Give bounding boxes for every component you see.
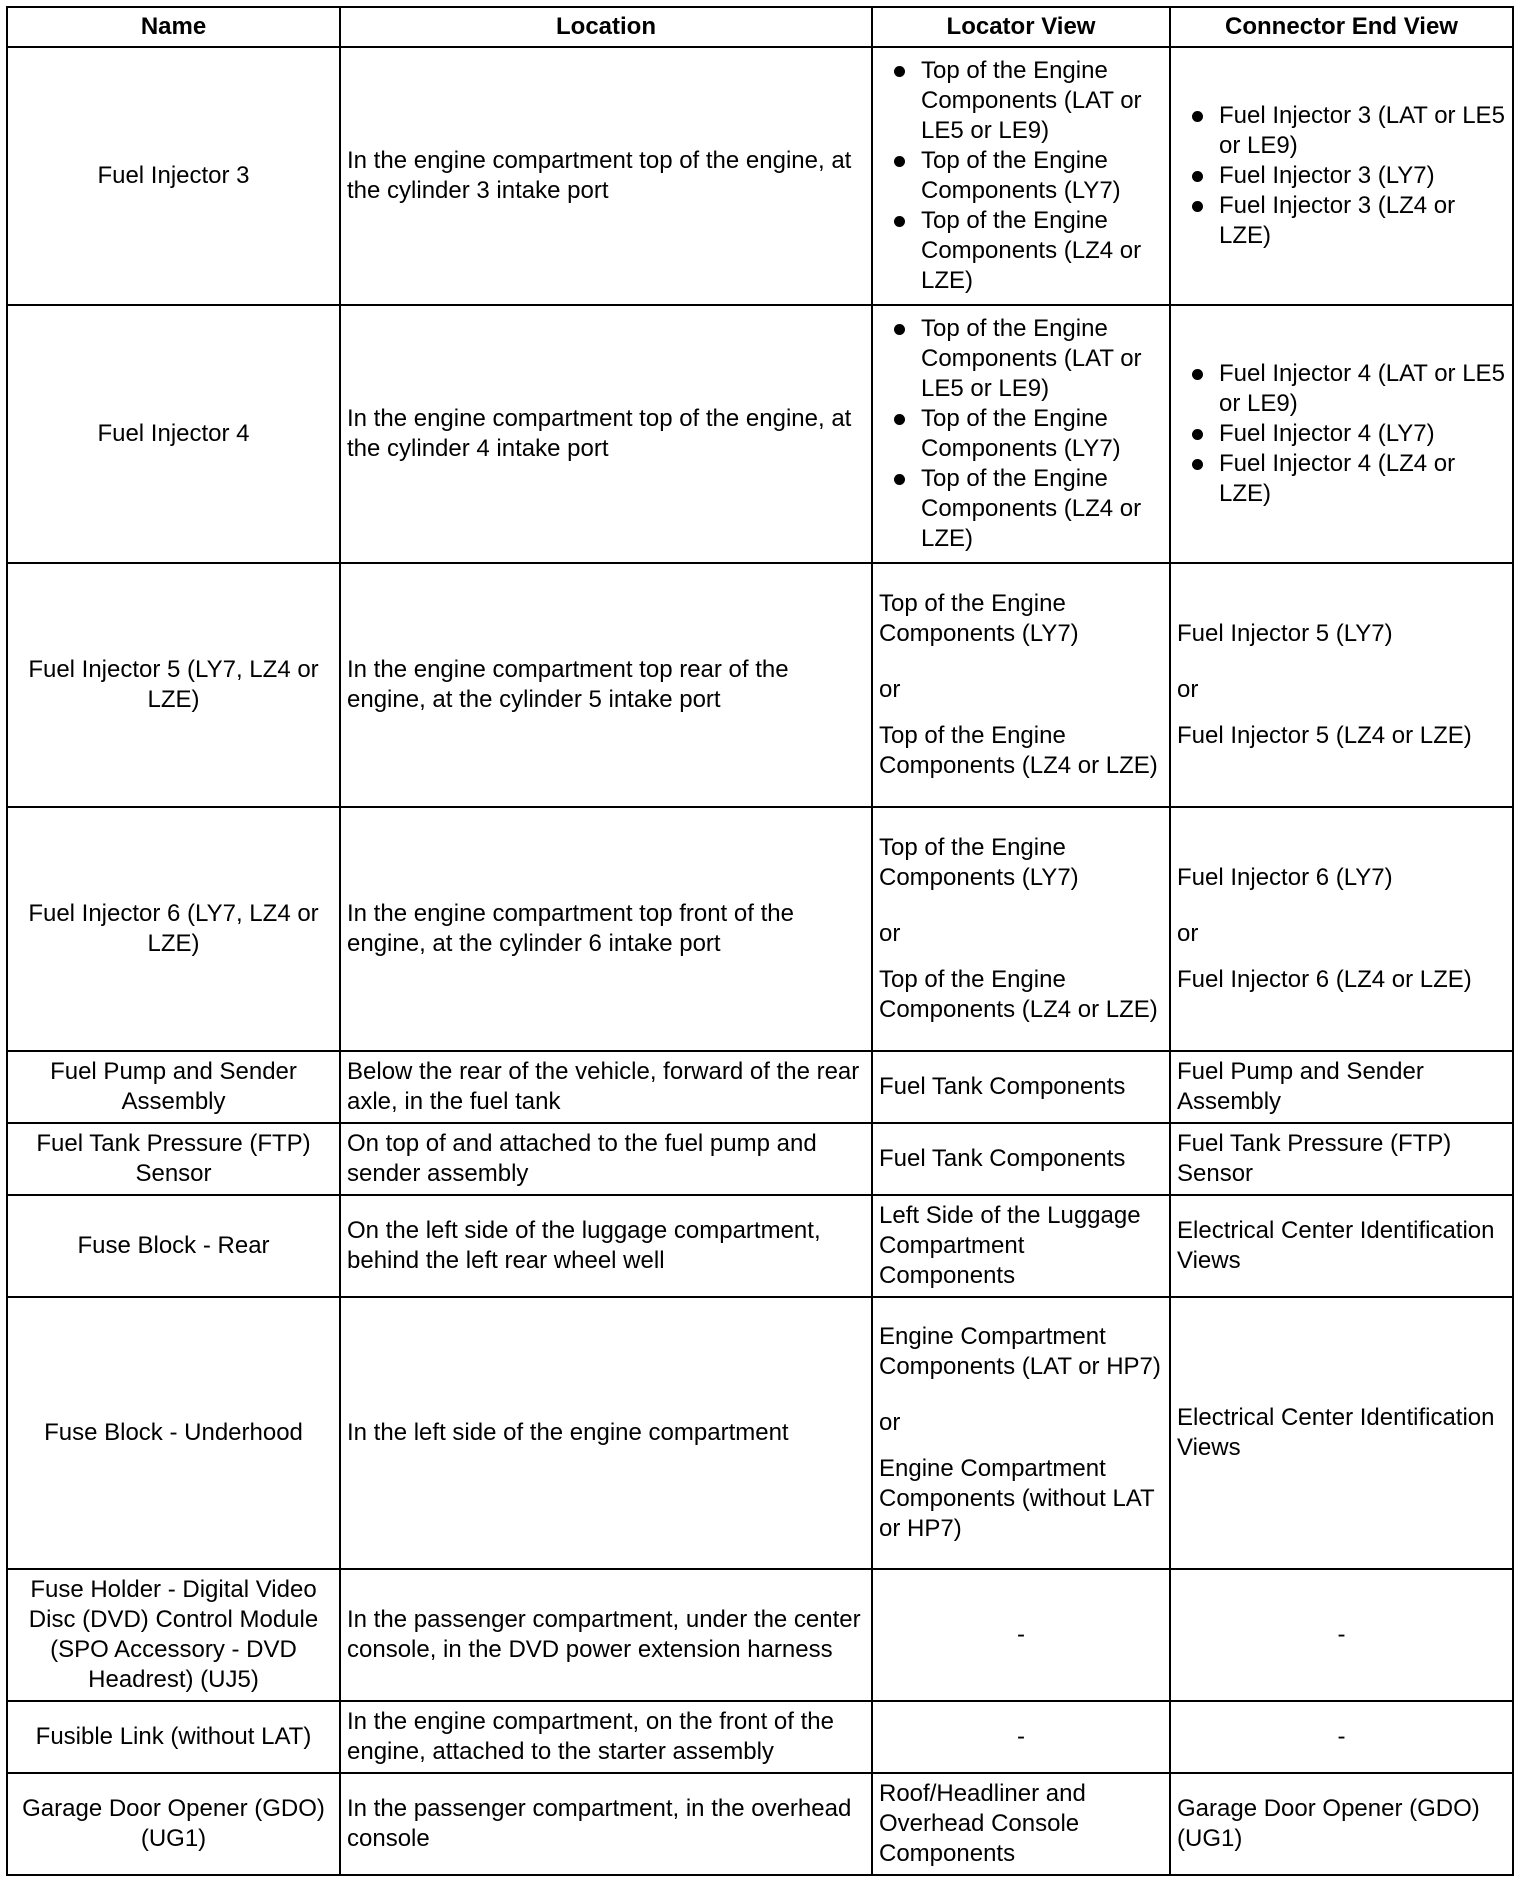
locator-view-link[interactable]: Roof/Headliner and Overhead Console Components xyxy=(872,1773,1170,1875)
connector-end-view-link[interactable]: Fuel Injector 6 (LY7) xyxy=(1177,864,1393,891)
or-separator: or xyxy=(879,920,901,947)
or-separator: or xyxy=(879,676,901,703)
locator-view-empty: - xyxy=(872,1701,1170,1773)
component-name: Fuel Injector 3 xyxy=(7,47,340,305)
connector-end-view-empty: - xyxy=(1170,1569,1513,1701)
component-location: In the passenger compartment, under the center console, in the DVD power extension harness xyxy=(340,1569,872,1701)
locator-view-link[interactable]: Top of the Engine Components (LAT or LE5 or LE9) xyxy=(887,56,1163,146)
connector-end-view-link[interactable]: Fuel Injector 5 (LY7) xyxy=(1177,620,1393,647)
table-row xyxy=(7,563,1513,807)
component-location: In the left side of the engine compartment xyxy=(340,1297,872,1569)
component-name: Fuel Injector 4 xyxy=(7,305,340,563)
component-location: In the engine compartment top of the engine, at the cylinder 4 intake port xyxy=(340,305,872,563)
locator-view-link[interactable]: Top of the Engine Components (LZ4 or LZE) xyxy=(879,966,1158,1023)
locator-view-cell xyxy=(872,47,1170,305)
locator-view-list xyxy=(879,314,1163,554)
component-name: Fusible Link (without LAT) xyxy=(7,1701,340,1773)
locator-view-link[interactable]: Fuel Tank Components xyxy=(872,1051,1170,1123)
component-location: Below the rear of the vehicle, forward of the rear axle, in the fuel tank xyxy=(340,1051,872,1123)
table-row xyxy=(7,47,1513,305)
connector-end-view-link[interactable]: Fuel Injector 5 (LZ4 or LZE) xyxy=(1177,722,1472,749)
connector-end-view-link[interactable]: Fuel Injector 4 (LAT or LE5 or LE9) xyxy=(1185,359,1506,419)
connector-end-view-link[interactable]: Garage Door Opener (GDO) (UG1) xyxy=(1170,1773,1513,1875)
header-name: Name xyxy=(7,7,340,47)
connector-end-view-cell xyxy=(1170,807,1513,1051)
or-separator: or xyxy=(879,1409,901,1436)
connector-end-view-cell xyxy=(1170,305,1513,563)
header-connector-end-view: Connector End View xyxy=(1170,7,1513,47)
component-location: In the engine compartment, on the front of the engine, attached to the starter assembly xyxy=(340,1701,872,1773)
table-row xyxy=(7,1195,1513,1297)
header-location: Location xyxy=(340,7,872,47)
connector-end-view-link[interactable]: Fuel Pump and Sender Assembly xyxy=(1170,1051,1513,1123)
connector-end-view-link[interactable]: Fuel Injector 3 (LAT or LE5 or LE9) xyxy=(1185,101,1506,161)
connector-end-view-cell xyxy=(1170,563,1513,807)
connector-end-view-list xyxy=(1177,101,1506,251)
connector-end-view-link[interactable]: Fuel Injector 6 (LZ4 or LZE) xyxy=(1177,966,1472,993)
locator-view-link[interactable]: Top of the Engine Components (LY7) xyxy=(879,590,1079,647)
table-row xyxy=(7,1123,1513,1195)
locator-view-link[interactable]: Fuel Tank Components xyxy=(872,1123,1170,1195)
locator-view-empty: - xyxy=(872,1569,1170,1701)
header-locator-view: Locator View xyxy=(872,7,1170,47)
component-location: In the engine compartment top rear of the engine, at the cylinder 5 intake port xyxy=(340,563,872,807)
component-locator-table xyxy=(6,6,1514,1876)
table-row xyxy=(7,1569,1513,1701)
table-row xyxy=(7,1051,1513,1123)
component-location: In the engine compartment top of the engine, at the cylinder 3 intake port xyxy=(340,47,872,305)
table-row xyxy=(7,807,1513,1051)
component-location: In the passenger compartment, in the overhead console xyxy=(340,1773,872,1875)
locator-view-link[interactable]: Top of the Engine Components (LY7) xyxy=(887,404,1163,464)
component-name: Fuel Pump and Sender Assembly xyxy=(7,1051,340,1123)
connector-end-view-empty: - xyxy=(1170,1701,1513,1773)
locator-view-link[interactable]: Top of the Engine Components (LZ4 or LZE) xyxy=(879,722,1158,779)
component-name: Garage Door Opener (GDO) (UG1) xyxy=(7,1773,340,1875)
component-name: Fuel Injector 6 (LY7, LZ4 or LZE) xyxy=(7,807,340,1051)
connector-end-view-link[interactable]: Fuel Injector 4 (LY7) xyxy=(1185,419,1506,449)
table-row xyxy=(7,1773,1513,1875)
connector-end-view-list xyxy=(1177,359,1506,509)
component-name: Fuse Holder - Digital Video Disc (DVD) Control Module (SPO Accessory - DVD Headrest) (UJ5) xyxy=(7,1569,340,1701)
component-location: On top of and attached to the fuel pump and sender assembly xyxy=(340,1123,872,1195)
header-row xyxy=(7,7,1513,47)
locator-view-link[interactable]: Top of the Engine Components (LZ4 or LZE) xyxy=(887,464,1163,554)
locator-view-link[interactable]: Left Side of the Luggage Compartment Components xyxy=(872,1195,1170,1297)
component-location: On the left side of the luggage compartment, behind the left rear wheel well xyxy=(340,1195,872,1297)
connector-end-view-link[interactable]: Fuel Tank Pressure (FTP) Sensor xyxy=(1170,1123,1513,1195)
locator-view-link[interactable]: Top of the Engine Components (LZ4 or LZE) xyxy=(887,206,1163,296)
locator-view-cell xyxy=(872,1297,1170,1569)
or-separator: or xyxy=(1177,676,1199,703)
locator-view-link[interactable]: Top of the Engine Components (LY7) xyxy=(879,834,1079,891)
locator-view-link[interactable]: Top of the Engine Components (LAT or LE5 or LE9) xyxy=(887,314,1163,404)
locator-view-cell xyxy=(872,807,1170,1051)
connector-end-view-link[interactable]: Electrical Center Identification Views xyxy=(1170,1297,1513,1569)
component-name: Fuse Block - Rear xyxy=(7,1195,340,1297)
component-location: In the engine compartment top front of the engine, at the cylinder 6 intake port xyxy=(340,807,872,1051)
locator-view-list xyxy=(879,56,1163,296)
locator-view-link[interactable]: Engine Compartment Components (without LAT or HP7) xyxy=(879,1455,1155,1542)
table-row xyxy=(7,1701,1513,1773)
connector-end-view-link[interactable]: Electrical Center Identification Views xyxy=(1170,1195,1513,1297)
connector-end-view-link[interactable]: Fuel Injector 3 (LZ4 or LZE) xyxy=(1185,191,1506,251)
locator-view-cell xyxy=(872,563,1170,807)
connector-end-view-cell xyxy=(1170,47,1513,305)
table-row xyxy=(7,1297,1513,1569)
locator-view-link[interactable]: Engine Compartment Components (LAT or HP7) xyxy=(879,1323,1161,1380)
component-name: Fuel Tank Pressure (FTP) Sensor xyxy=(7,1123,340,1195)
table-row xyxy=(7,305,1513,563)
component-name: Fuel Injector 5 (LY7, LZ4 or LZE) xyxy=(7,563,340,807)
or-separator: or xyxy=(1177,920,1199,947)
locator-view-link[interactable]: Top of the Engine Components (LY7) xyxy=(887,146,1163,206)
connector-end-view-link[interactable]: Fuel Injector 4 (LZ4 or LZE) xyxy=(1185,449,1506,509)
component-name: Fuse Block - Underhood xyxy=(7,1297,340,1569)
connector-end-view-link[interactable]: Fuel Injector 3 (LY7) xyxy=(1185,161,1506,191)
locator-view-cell xyxy=(872,305,1170,563)
